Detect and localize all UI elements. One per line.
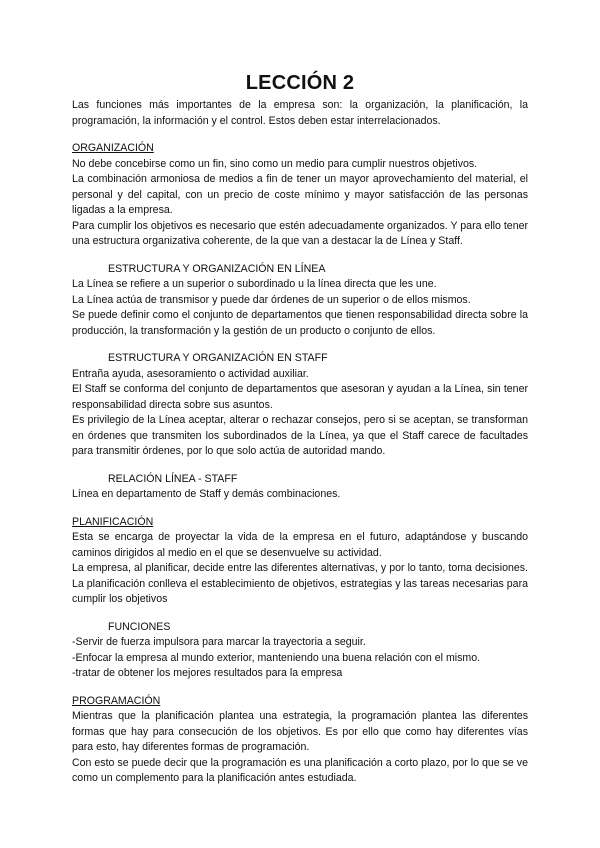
section-funciones (72, 620, 528, 682)
section-relacion (72, 472, 528, 503)
subsection-heading-funciones: FUNCIONES (108, 620, 171, 633)
section-heading-organizacion: ORGANIZACIÓN (72, 142, 154, 154)
staff-paragraph-2: El Staff se conforma del conjunto de departamentos que asesoran y ayudan a la Línea, sin tener responsabilidad directa sobre sus asuntos. (72, 383, 528, 411)
page-title: LECCIÓN 2 (245, 72, 355, 94)
spacer (72, 339, 528, 351)
staff-paragraph-3: Es privilegio de la Línea aceptar, alterar o rechazar consejos, pero si se aceptan, se transforman en órdenes que transmiten los subordinados de la Línea, ya que el Staff carece de facultades para transmitir órdenes, por lo que solo actúa de autoridad mando. (72, 414, 528, 457)
section-linea (72, 262, 528, 340)
section-programacion (72, 694, 528, 787)
section-heading-planificacion: PLANIFICACIÓN (72, 515, 154, 528)
spacer (72, 682, 528, 694)
relacion-paragraph-1: Línea en departamento de Staff y demás combinaciones. (72, 488, 341, 500)
funciones-item: -tratar de obtener los mejores resultados para la empresa (72, 667, 343, 679)
planificacion-paragraph-1: Esta se encarga de proyectar la vida de la empresa en el futuro, adaptándose y buscando caminos dirigidos al medio en el que se desenvuelve su actividad. (72, 531, 528, 559)
spacer (72, 460, 528, 472)
funciones-item: -Enfocar la empresa al mundo exterior, manteniendo una buena relación con el mismo. (72, 651, 481, 664)
linea-paragraph-1: La Línea se refiere a un superior o subordinado u la línea directa que les une. (72, 278, 437, 290)
intro-paragraph: Las funciones más importantes de la empresa son: la organización, la planificación, la programación, la información y el control. Estos deben estar interrelacionados. (72, 99, 528, 127)
programacion-paragraph-2: Con esto se puede decir que la programación es una planificación a corto plazo, por lo que se ve como un complemento para la planificación antes estudiada. (72, 756, 528, 784)
section-staff (72, 351, 528, 460)
linea-paragraph-2: La Línea actúa de transmisor y puede dar órdenes de un superior o de ellos mismos. (72, 293, 471, 306)
staff-paragraph-1: Entraña ayuda, asesoramiento o actividad auxiliar. (72, 367, 309, 380)
section-planificacion (72, 515, 528, 608)
subsection-heading-staff: ESTRUCTURA Y ORGANIZACIÓN EN STAFF (108, 352, 328, 364)
funciones-item: -Servir de fuerza impulsora para marcar la trayectoria a seguir. (72, 636, 366, 648)
linea-paragraph-3: Se puede definir como el conjunto de departamentos que tienen responsabilidad directa sobre la producción, la transformación y la gestión de un producto o conjunto de ellos. (72, 309, 528, 337)
section-heading-programacion: PROGRAMACIÓN (72, 694, 161, 707)
subsection-heading-linea: ESTRUCTURA Y ORGANIZACIÓN EN LÍNEA (108, 262, 326, 275)
planificacion-paragraph-2: La empresa, al planificar, decide entre las diferentes alternativas, y por lo tanto, toma decisiones. La planificación conlleva el establecimiento de objetivos, estrategias y las tareas necesarias para cumplir los objetivos (72, 562, 528, 605)
spacer (72, 129, 528, 141)
organizacion-paragraph-1: No debe concebirse como un fin, sino como un medio para cumplir nuestros objetivos. (72, 157, 478, 170)
section-organizacion (72, 141, 528, 250)
spacer (72, 503, 528, 515)
spacer (72, 250, 528, 262)
organizacion-paragraph-2: La combinación armoniosa de medios a fin de tener un mayor aprovechamiento del material, el personal y del capital, con un precio de coste mínimo y mayor satisfacción de las personas ligadas a la empresa. (72, 173, 528, 216)
spacer (72, 608, 528, 620)
organizacion-paragraph-3: Para cumplir los objetivos es necesario que estén adecuadamente organizados. Y para ello tener una estructura organizativa coherente, de la que van a destacar la de Línea y Staff. (72, 219, 529, 247)
subsection-heading-relacion: RELACIÓN LÍNEA - STAFF (108, 472, 238, 485)
programacion-paragraph-1: Mientras que la planificación plantea una estrategia, la programación plantea las diferentes formas que hay para consecución de los objetivos. Es por ello que como hay diferentes vías para esto, hay diferentes formas de programación. (72, 710, 528, 753)
